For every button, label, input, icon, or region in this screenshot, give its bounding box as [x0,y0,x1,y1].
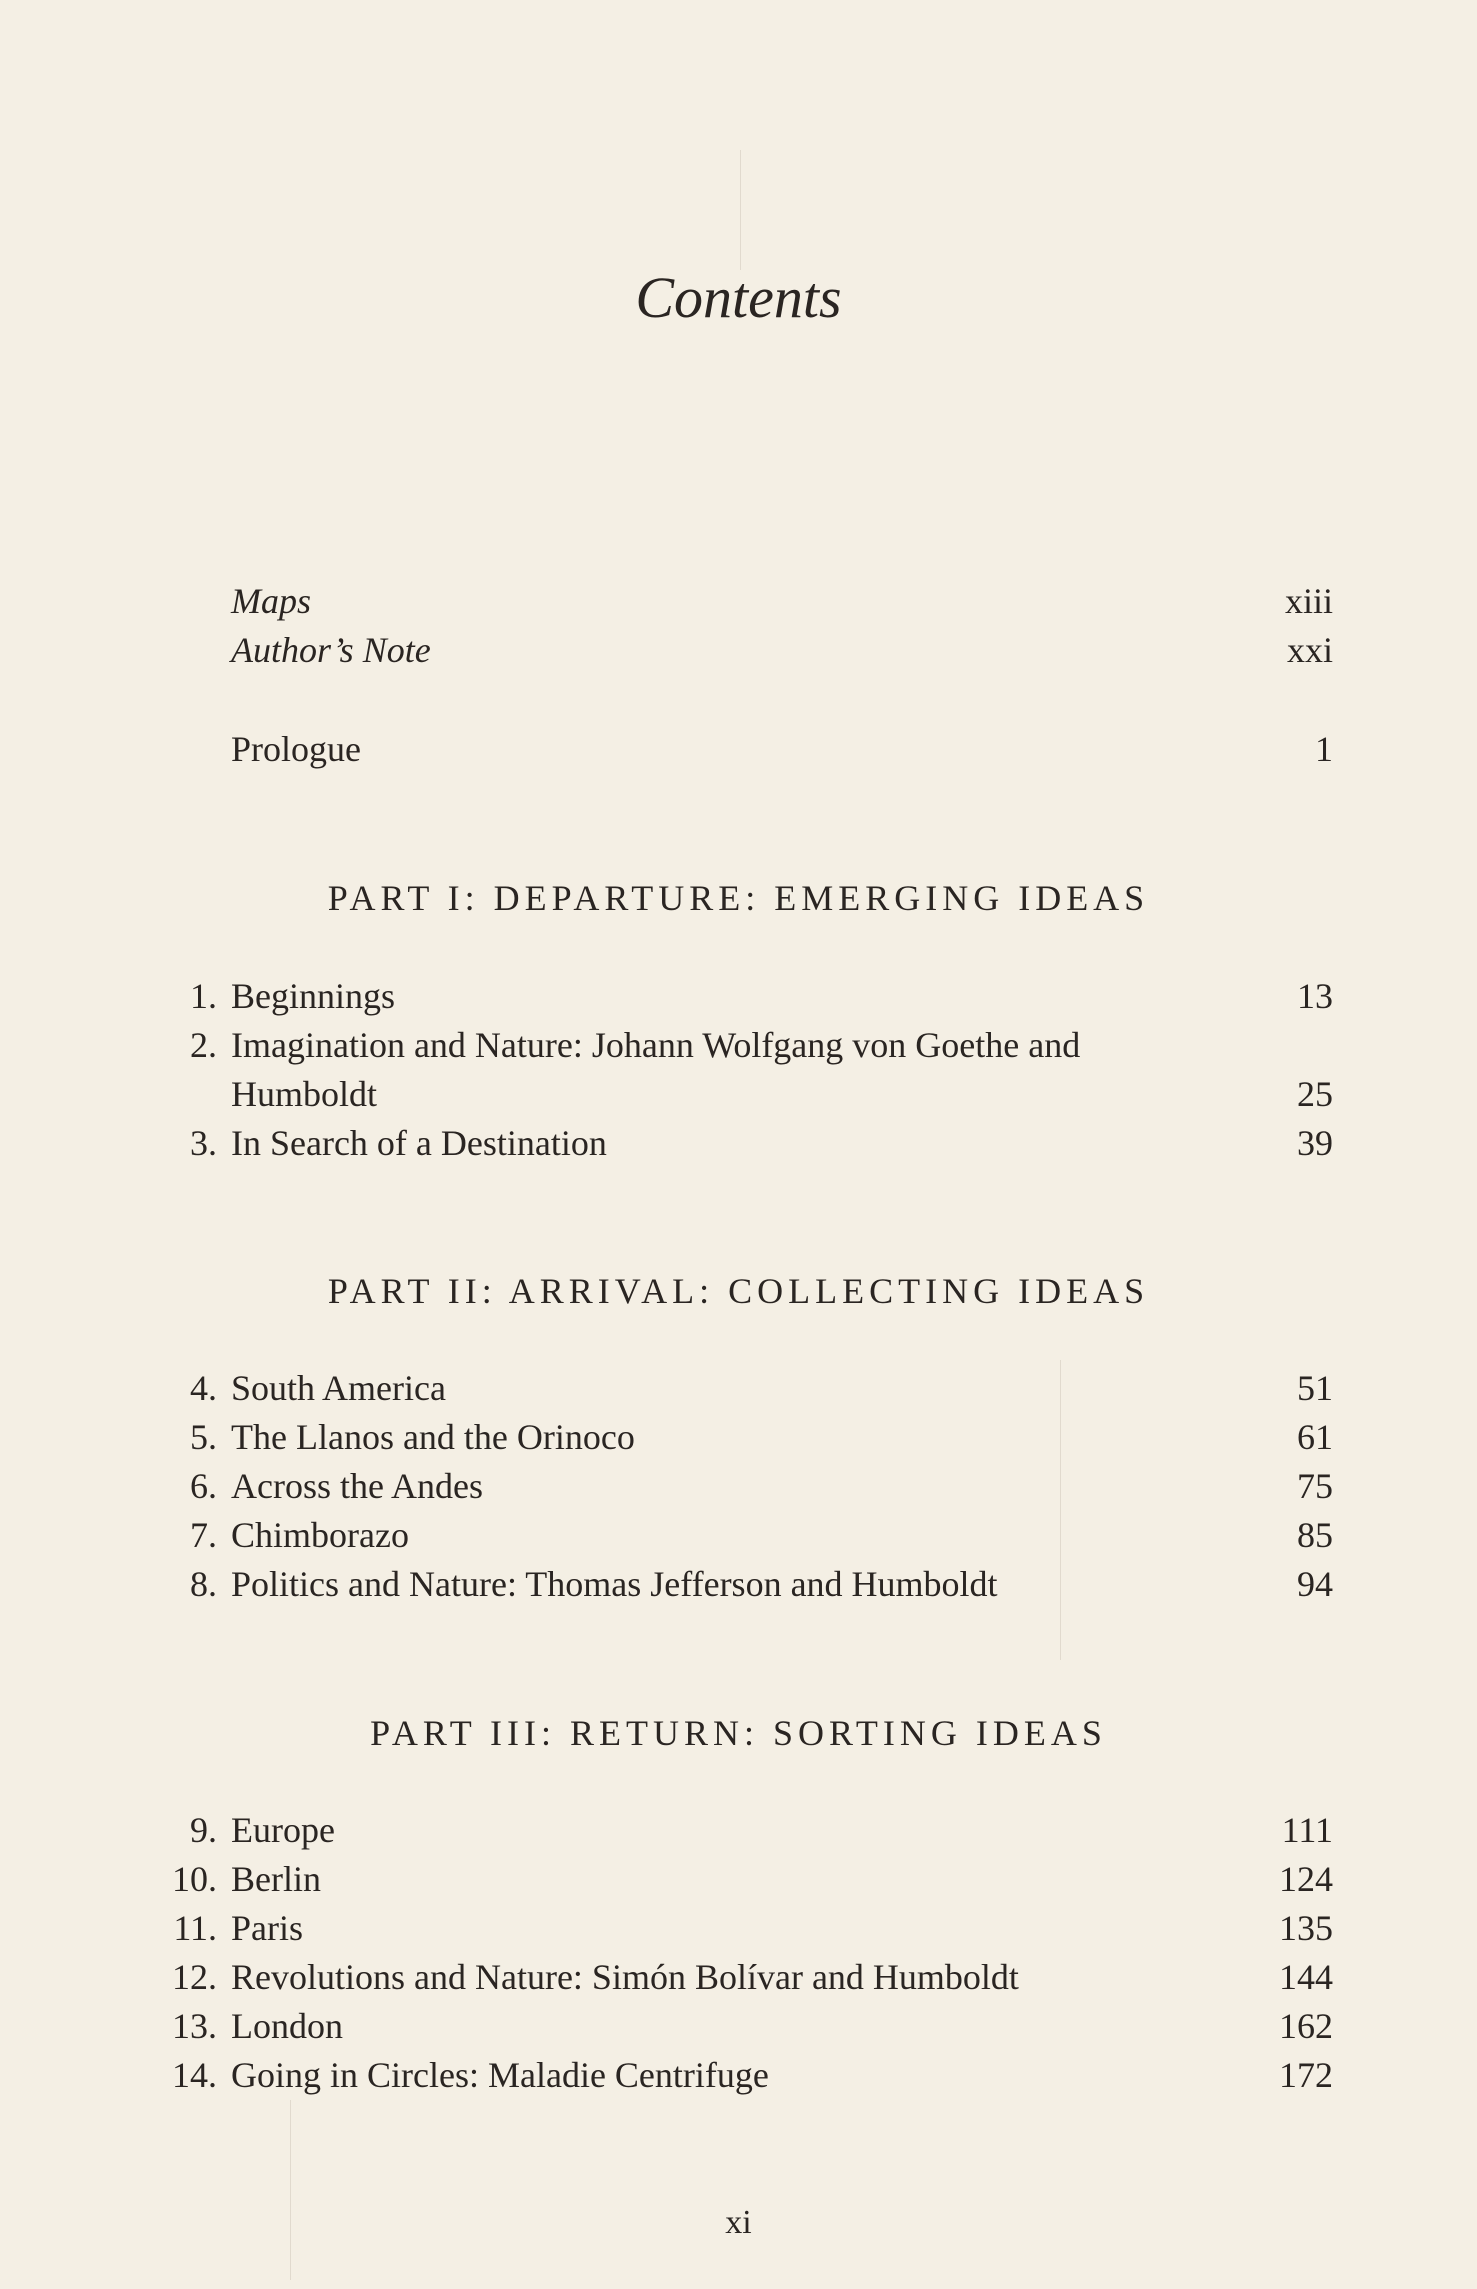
toc-entry[interactable] [0,2005,1477,2055]
entry-page: xiii [1284,581,1333,621]
chapter-number: 12. [172,1957,217,1997]
entry-page: 124 [1279,1859,1333,1899]
entry-title: Imagination and Nature: Johann Wolfgang von Goethe and [231,1025,1081,1065]
entry-page: 39 [1297,1123,1333,1163]
page-title: Contents [635,265,842,330]
entry-title: Revolutions and Nature: Simón Bolívar and Humboldt [231,1957,1019,1997]
chapter-number: 14. [172,2055,217,2095]
entry-page: 51 [1297,1368,1333,1408]
toc-entry[interactable] [0,1416,1477,1466]
chapter-number: 3. [190,1123,217,1163]
entry-page: 94 [1297,1564,1333,1604]
entry-title: The Llanos and the Orinoco [231,1417,635,1457]
entry-page: 162 [1279,2006,1333,2046]
entry-title: Prologue [231,729,361,769]
paper-crease [290,2100,291,2280]
toc-entry[interactable] [0,1858,1477,1908]
chapter-number: 5. [190,1417,217,1457]
entry-page: 1 [1315,729,1333,769]
entry-page: 85 [1297,1515,1333,1555]
entry-page: 111 [1281,1810,1333,1850]
entry-page: xxi [1286,630,1333,670]
chapter-number: 10. [172,1859,217,1899]
toc-entry[interactable] [0,2054,1477,2104]
toc-entry[interactable] [0,1122,1477,1172]
chapter-number: 11. [173,1908,217,1948]
part-heading: PART I: DEPARTURE: EMERGING IDEAS [327,878,1150,918]
toc-entry[interactable] [0,1514,1477,1564]
toc-entry[interactable] [0,1809,1477,1859]
toc-entry[interactable] [0,1367,1477,1417]
entry-page: 75 [1297,1466,1333,1506]
entry-page: 144 [1279,1957,1333,1997]
entry-title: South America [231,1368,446,1408]
entry-title-continued: Humboldt [231,1074,378,1114]
entry-title: Berlin [231,1859,321,1899]
entry-title: Chimborazo [231,1515,409,1555]
toc-entry[interactable] [0,1024,1477,1074]
entry-title: Across the Andes [231,1466,483,1506]
chapter-number: 9. [190,1810,217,1850]
entry-title: Author’s Note [231,630,431,670]
entry-title: In Search of a Destination [231,1123,607,1163]
part-heading: PART II: ARRIVAL: COLLECTING IDEAS [327,1271,1150,1311]
entry-page: 61 [1297,1417,1333,1457]
entry-title: Maps [231,581,311,621]
entry-page: 25 [1297,1074,1333,1114]
toc-entry[interactable] [0,975,1477,1025]
chapter-number: 6. [190,1466,217,1506]
entry-title: London [231,2006,343,2046]
chapter-number: 7. [190,1515,217,1555]
entry-title: Going in Circles: Maladie Centrifuge [231,2055,769,2095]
toc-entry[interactable] [0,1563,1477,1613]
entry-title: Politics and Nature: Thomas Jefferson and Humboldt [231,1564,998,1604]
chapter-number: 2. [190,1025,217,1065]
entry-page: 13 [1297,976,1333,1016]
page-folio: xi [725,2204,752,2241]
entry-page: 172 [1279,2055,1333,2095]
toc-entry-maps[interactable] [0,580,1477,630]
toc-entry[interactable] [0,1907,1477,1957]
chapter-number: 4. [190,1368,217,1408]
toc-entry[interactable] [0,1465,1477,1515]
chapter-number: 13. [172,2006,217,2046]
chapter-number: 8. [190,1564,217,1604]
toc-entry[interactable] [0,1956,1477,2006]
entry-title: Paris [231,1908,303,1948]
toc-entry-continued[interactable] [0,1073,1477,1123]
toc-entry-prologue[interactable] [0,728,1477,778]
entry-title: Beginnings [231,976,396,1016]
toc-entry-authors-note[interactable] [0,629,1477,679]
chapter-number: 1. [190,976,217,1016]
entry-title: Europe [231,1810,335,1850]
paper-crease [740,150,741,270]
entry-page: 135 [1279,1908,1333,1948]
part-heading: PART III: RETURN: SORTING IDEAS [370,1713,1107,1753]
